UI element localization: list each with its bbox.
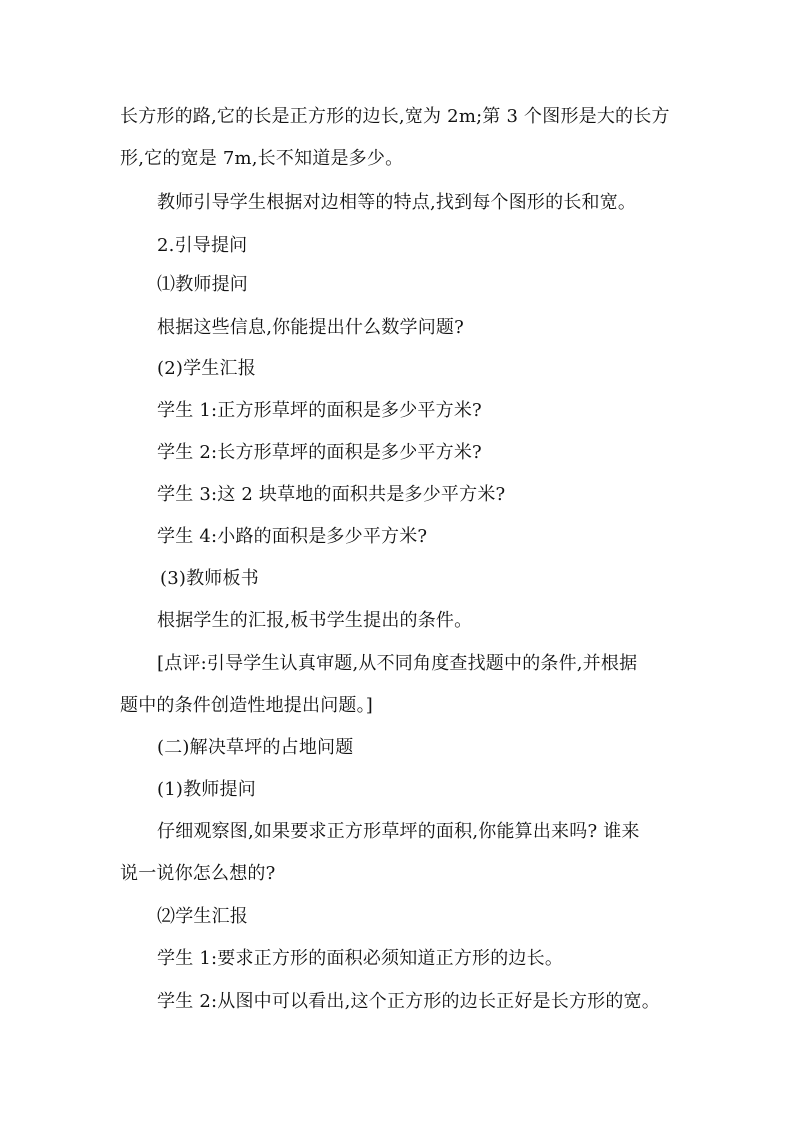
comment-line: 题中的条件创造性地提出问题。] <box>120 695 374 716</box>
text-line: 学生 1:要求正方形的面积必须知道正方形的边长。 <box>157 948 564 969</box>
text-line: 学生 4:小路的面积是多少平方米? <box>157 526 428 547</box>
text-line: 长方形的路,它的长是正方形的边长,宽为 2m;第 3 个图形是大的长方 <box>120 106 670 127</box>
subsection-heading: (3)教师板书 <box>160 568 259 589</box>
subsection-heading: (2)学生汇报 <box>157 358 256 379</box>
text-line: 仔细观察图,如果要求正方形草坪的面积,你能算出来吗? 谁来 <box>157 821 640 842</box>
subsection-heading: ⑴教师提问 <box>157 274 248 295</box>
section-heading: (二)解决草坪的占地问题 <box>157 737 354 758</box>
text-line: 形,它的宽是 7m,长不知道是多少。 <box>120 148 404 169</box>
text-line: 说一说你怎么想的? <box>120 863 276 884</box>
subsection-heading: ⑵学生汇报 <box>157 906 248 927</box>
comment-line: [点评:引导学生认真审题,从不同角度查找题中的条件,并根据 <box>157 653 638 674</box>
text-line: 学生 2:长方形草坪的面积是多少平方米? <box>157 442 482 463</box>
text-line: 学生 2:从图中可以看出,这个正方形的边长正好是长方形的宽。 <box>157 991 660 1012</box>
subsection-heading: (1)教师提问 <box>157 779 256 800</box>
text-line: 教师引导学生根据对边相等的特点,找到每个图形的长和宽。 <box>157 192 637 213</box>
text-line: 根据这些信息,你能提出什么数学问题? <box>157 317 464 338</box>
text-line: 根据学生的汇报,板书学生提出的条件。 <box>157 610 473 631</box>
section-heading: 2.引导提问 <box>157 235 248 256</box>
text-line: 学生 1:正方形草坪的面积是多少平方米? <box>157 400 482 421</box>
text-line: 学生 3:这 2 块草地的面积共是多少平方米? <box>157 484 506 505</box>
